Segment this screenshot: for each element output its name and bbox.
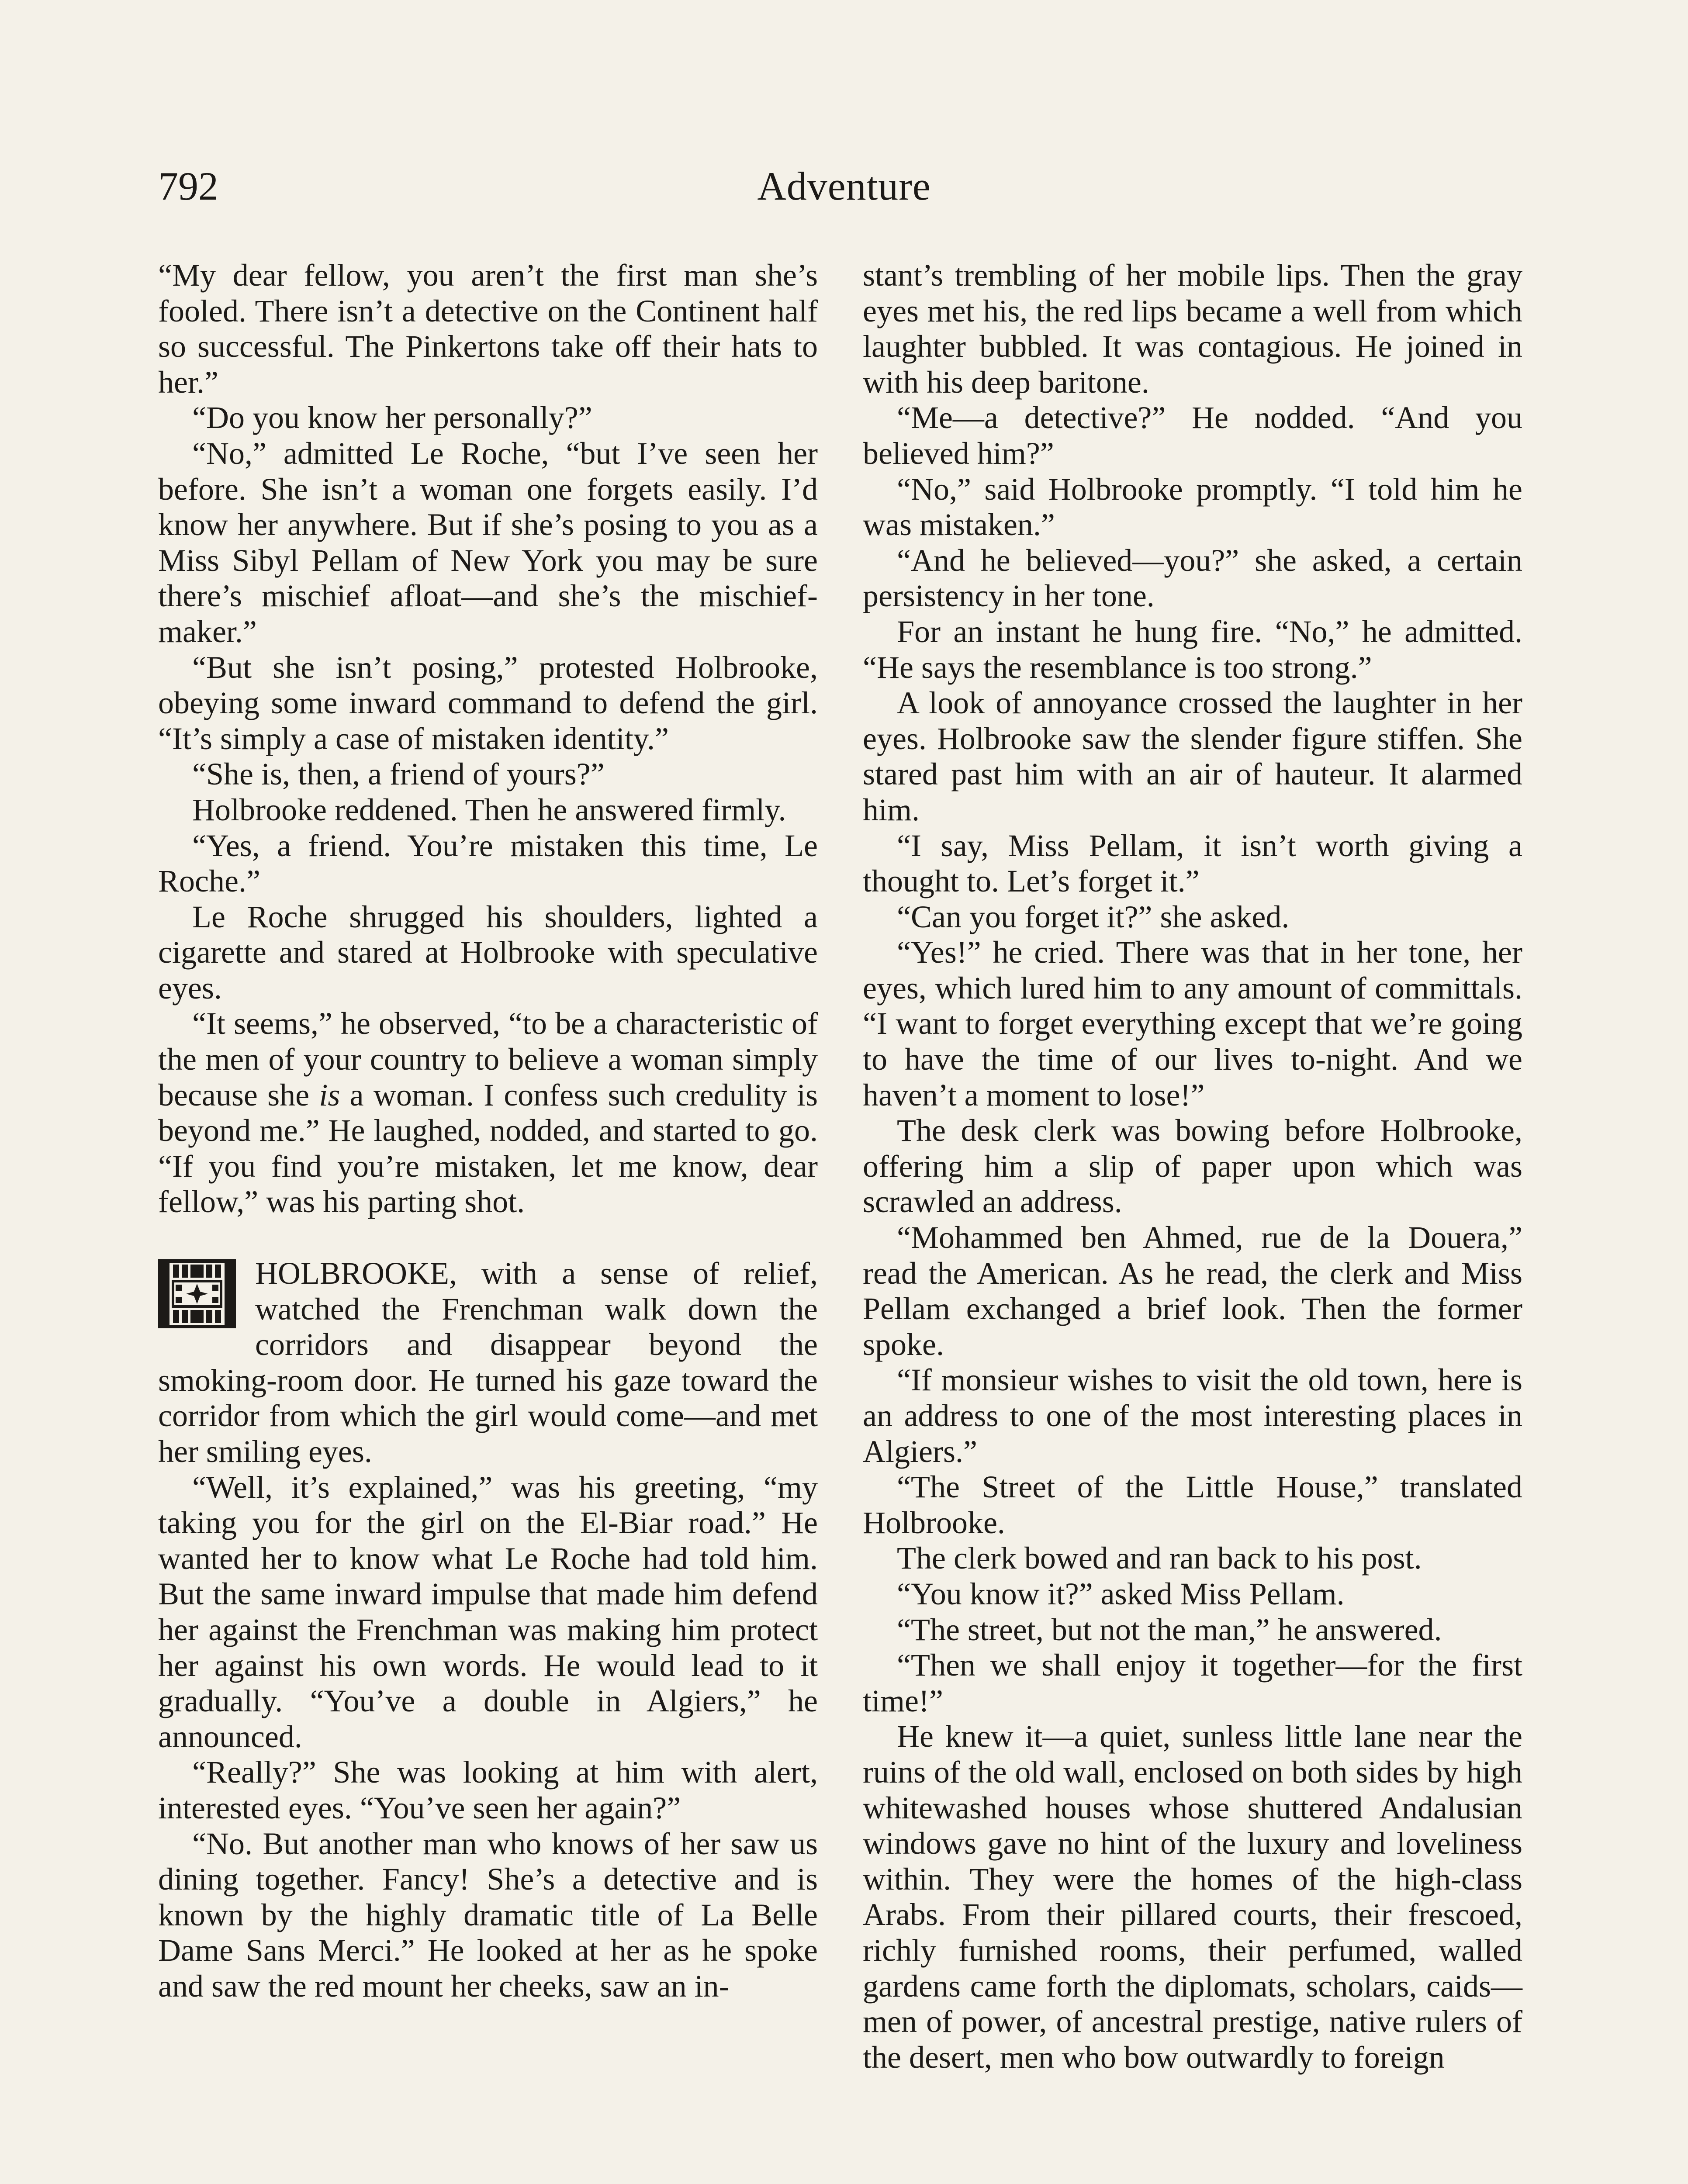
paragraph: “The Street of the Little House,” translated Holbrooke. [863,1469,1522,1540]
paragraph: For an instant he hung fire. “No,” he admitted. “He says the resemblance is too strong.” [863,614,1522,685]
paragraph-with-emphasis [158,1006,818,1220]
paragraph: “Yes!” he cried. There was that in her tone, her eyes, which lured him to any amount of committals. “I want to forget everything except that we’re going to have the time of our lives to-night. And we haven’t a moment to lose!” [863,935,1522,1113]
paragraph: “I say, Miss Pellam, it isn’t worth giving a thought to. Let’s forget it.” [863,828,1522,899]
paragraph: “Me—a detective?” He nodded. “And you believed him?” [863,400,1522,471]
paragraph: “No,” admitted Le Roche, “but I’ve seen her before. She isn’t a woman one forgets easily. I’d know her anywhere. But if she’s posing to you as a Miss Sibyl Pellam of New York you may be sure there’s mischief afloat—and she’s the mischief-maker.” [158,435,818,649]
section-opening-text: HOLBROOKE, with a sense of relief, watched the Frenchman walk down the corridors and disappear beyond the smoking-room door. He turned his gaze toward the corridor from which the girl would come—and met her smiling eyes. [158,1256,818,1469]
paragraph: “Do you know her personally?” [192,400,592,435]
paragraph: He knew it—a quiet, sunless little lane near the ruins of the old wall, enclosed on both sides by high whitewashed houses whose shuttered Andalusian windows gave no hint of the luxury and loveliness within. They were the homes of the high-class Arabs. From their pillared courts, their frescoed, richly furnished rooms, their perfumed, walled gardens came forth the diplomats, scholars, caids—men of power, of ancestral prestige, native rulers of the desert, men who bow outwardly to foreign [863,1719,1522,2075]
paragraph: “No,” said Holbrooke promptly. “I told him he was mistaken.” [863,471,1522,543]
emphasis: is [319,1077,340,1113]
text-run: a woman. I confess such credulity is beyond me.” He laughed, nodded, and started to go. “If you find you’re mistaken, let me know, dear fellow,” was his parting shot. [158,1077,818,1220]
paragraph: The desk clerk was bowing before Holbrooke, offering him a slip of paper upon which was scrawled an address. [863,1113,1522,1220]
decorative-initial-ornament-icon [158,1259,236,1328]
paragraph: “Well, it’s explained,” was his greeting, “my taking you for the girl on the El-Biar road.” He wanted her to know what Le Roche had told him. But the same inward impulse that made him defend her against the Frenchman was making him protect her against his own words. He would lead to it gradually. “You’ve a double in Algiers,” he announced. [158,1469,818,1754]
page-number: 792 [158,164,218,208]
paragraph: “You know it?” asked Miss Pellam. [897,1576,1345,1611]
paragraph: The clerk bowed and ran back to his post. [897,1541,1422,1576]
paragraph: A look of annoyance crossed the laughter in her eyes. Holbrooke saw the slender figure stiffen. She stared past him with an air of hauteur. It alarmed him. [863,685,1522,827]
continuation-paragraph: stant’s trembling of her mobile lips. Then the gray eyes met his, the red lips became a well from which laughter bubbled. It was contagious. He joined in with his deep baritone. [863,258,1522,400]
paragraph: “But she isn’t posing,” protested Holbrooke, obeying some inward command to defend the girl. “It’s simply a case of mistaken identity.” [158,650,818,756]
paragraph: “Then we shall enjoy it together—for the first time!” [863,1648,1522,1718]
running-head: Adventure [757,164,931,208]
section-break [158,1220,818,1256]
paragraph: “She is, then, a friend of yours?” [192,757,605,792]
paragraph: “And he believed—you?” she asked, a certain persistency in her tone. [863,543,1522,614]
text-run: “It seems,” he observed, “to be a characteristic of the men of your country to believe a woman simply because she [158,1006,818,1113]
paragraph: “Can you forget it?” she asked. [897,899,1290,934]
paragraph: “Really?” She was looking at him with alert, interested eyes. “You’ve seen her again?” [158,1755,818,1825]
paragraph: Holbrooke reddened. Then he answered firmly. [192,792,786,827]
paragraph: “Mohammed ben Ahmed, rue de la Douera,” read the American. As he read, the clerk and Miss Pellam exchanged a brief look. Then the former spoke. [863,1220,1522,1362]
section-opening-paragraph [158,1256,818,1470]
paragraph: “Yes, a friend. You’re mistaken this time, Le Roche.” [158,828,818,899]
right-column [863,258,1522,2075]
paragraph: “If monsieur wishes to visit the old town, here is an address to one of the most interesting places in Algiers.” [863,1362,1522,1469]
left-column [158,258,818,2004]
paragraph: “My dear fellow, you aren’t the first man she’s fooled. There isn’t a detective on the Continent half so successful. The Pinkertons take off their hats to her.” [158,258,818,400]
paragraph: “The street, but not the man,” he answered. [897,1612,1442,1647]
paragraph: “No. But another man who knows of her saw us dining together. Fancy! She’s a detective and is known by the highly dramatic title of La Belle Dame Sans Merci.” He looked at her as he spoke and saw the red mount her cheeks, saw an in- [158,1826,818,2004]
paragraph: Le Roche shrugged his shoulders, lighted a cigarette and stared at Holbrooke with speculative eyes. [158,899,818,1006]
